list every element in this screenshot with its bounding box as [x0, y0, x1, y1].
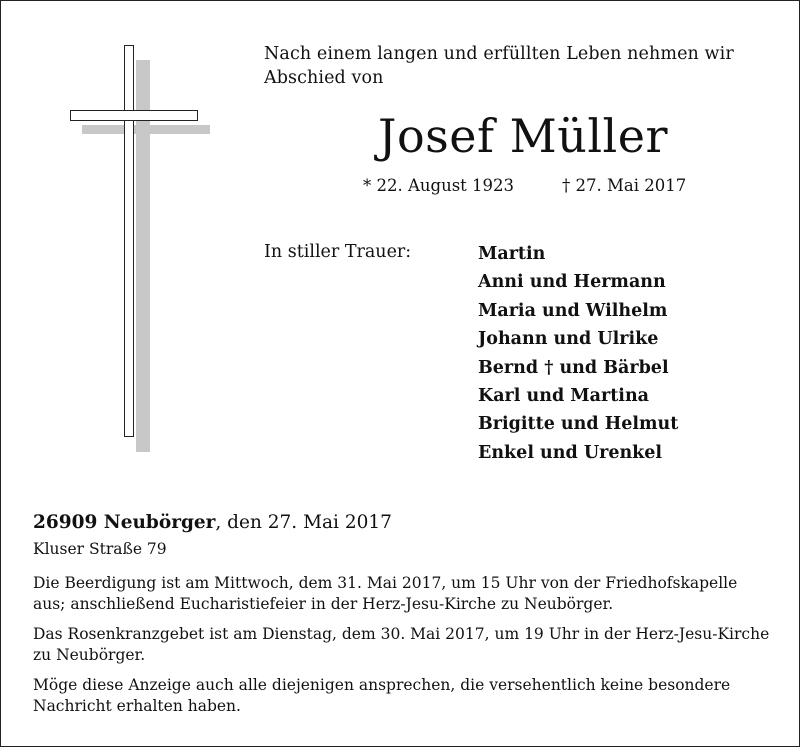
mourner-item: Brigitte und Helmut	[478, 414, 679, 435]
mourner-item: Enkel und Urenkel	[478, 442, 663, 463]
postal-city: 26909 Neubörger	[33, 512, 216, 533]
street-address: Kluser Straße 79	[33, 540, 167, 558]
place-and-date	[33, 512, 392, 533]
mourner-item: Bernd † und Bärbel	[478, 357, 669, 378]
intro-text: Nach einem langen und erfüllten Leben nehmen wir Abschied von	[264, 44, 734, 88]
mourner-item: Johann und Ulrike	[478, 329, 659, 350]
mourners-list	[478, 240, 678, 467]
closing-note: Möge diese Anzeige auch alle diejenigen ansprechen, die versehentlich keine besondere Nachricht erhalten haben.	[33, 676, 731, 715]
life-dates	[363, 176, 686, 195]
cross-joint	[126, 112, 133, 120]
rosary-info: Das Rosenkranzgebet ist am Dienstag, dem 30. Mai 2017, um 19 Uhr in der Herz-Jesu-Kirche zu Neubörger.	[33, 625, 770, 664]
cross-horizontal-beam	[70, 110, 198, 121]
mourning-label: In stiller Trauer:	[264, 242, 412, 262]
notice-date: , den 27. Mai 2017	[215, 512, 392, 533]
cross-shadow-horizontal	[82, 125, 210, 134]
deceased-name: Josef Müller	[378, 109, 668, 163]
mourner-item: Maria und Wilhelm	[478, 300, 668, 321]
mourner-item: Anni und Hermann	[478, 272, 666, 293]
funeral-info: Die Beerdigung ist am Mittwoch, dem 31. Mai 2017, um 15 Uhr von der Friedhofskapelle aus; anschließend Eucharistiefeier in der Herz-Jesu-Kirche zu Neubörger.	[33, 574, 738, 613]
death-date: † 27. Mai 2017	[562, 176, 687, 195]
cross-vertical-beam	[124, 45, 134, 437]
mourner-item: Martin	[478, 244, 546, 264]
mourner-item: Karl und Martina	[478, 386, 650, 407]
birth-date: * 22. August 1923	[363, 176, 515, 195]
